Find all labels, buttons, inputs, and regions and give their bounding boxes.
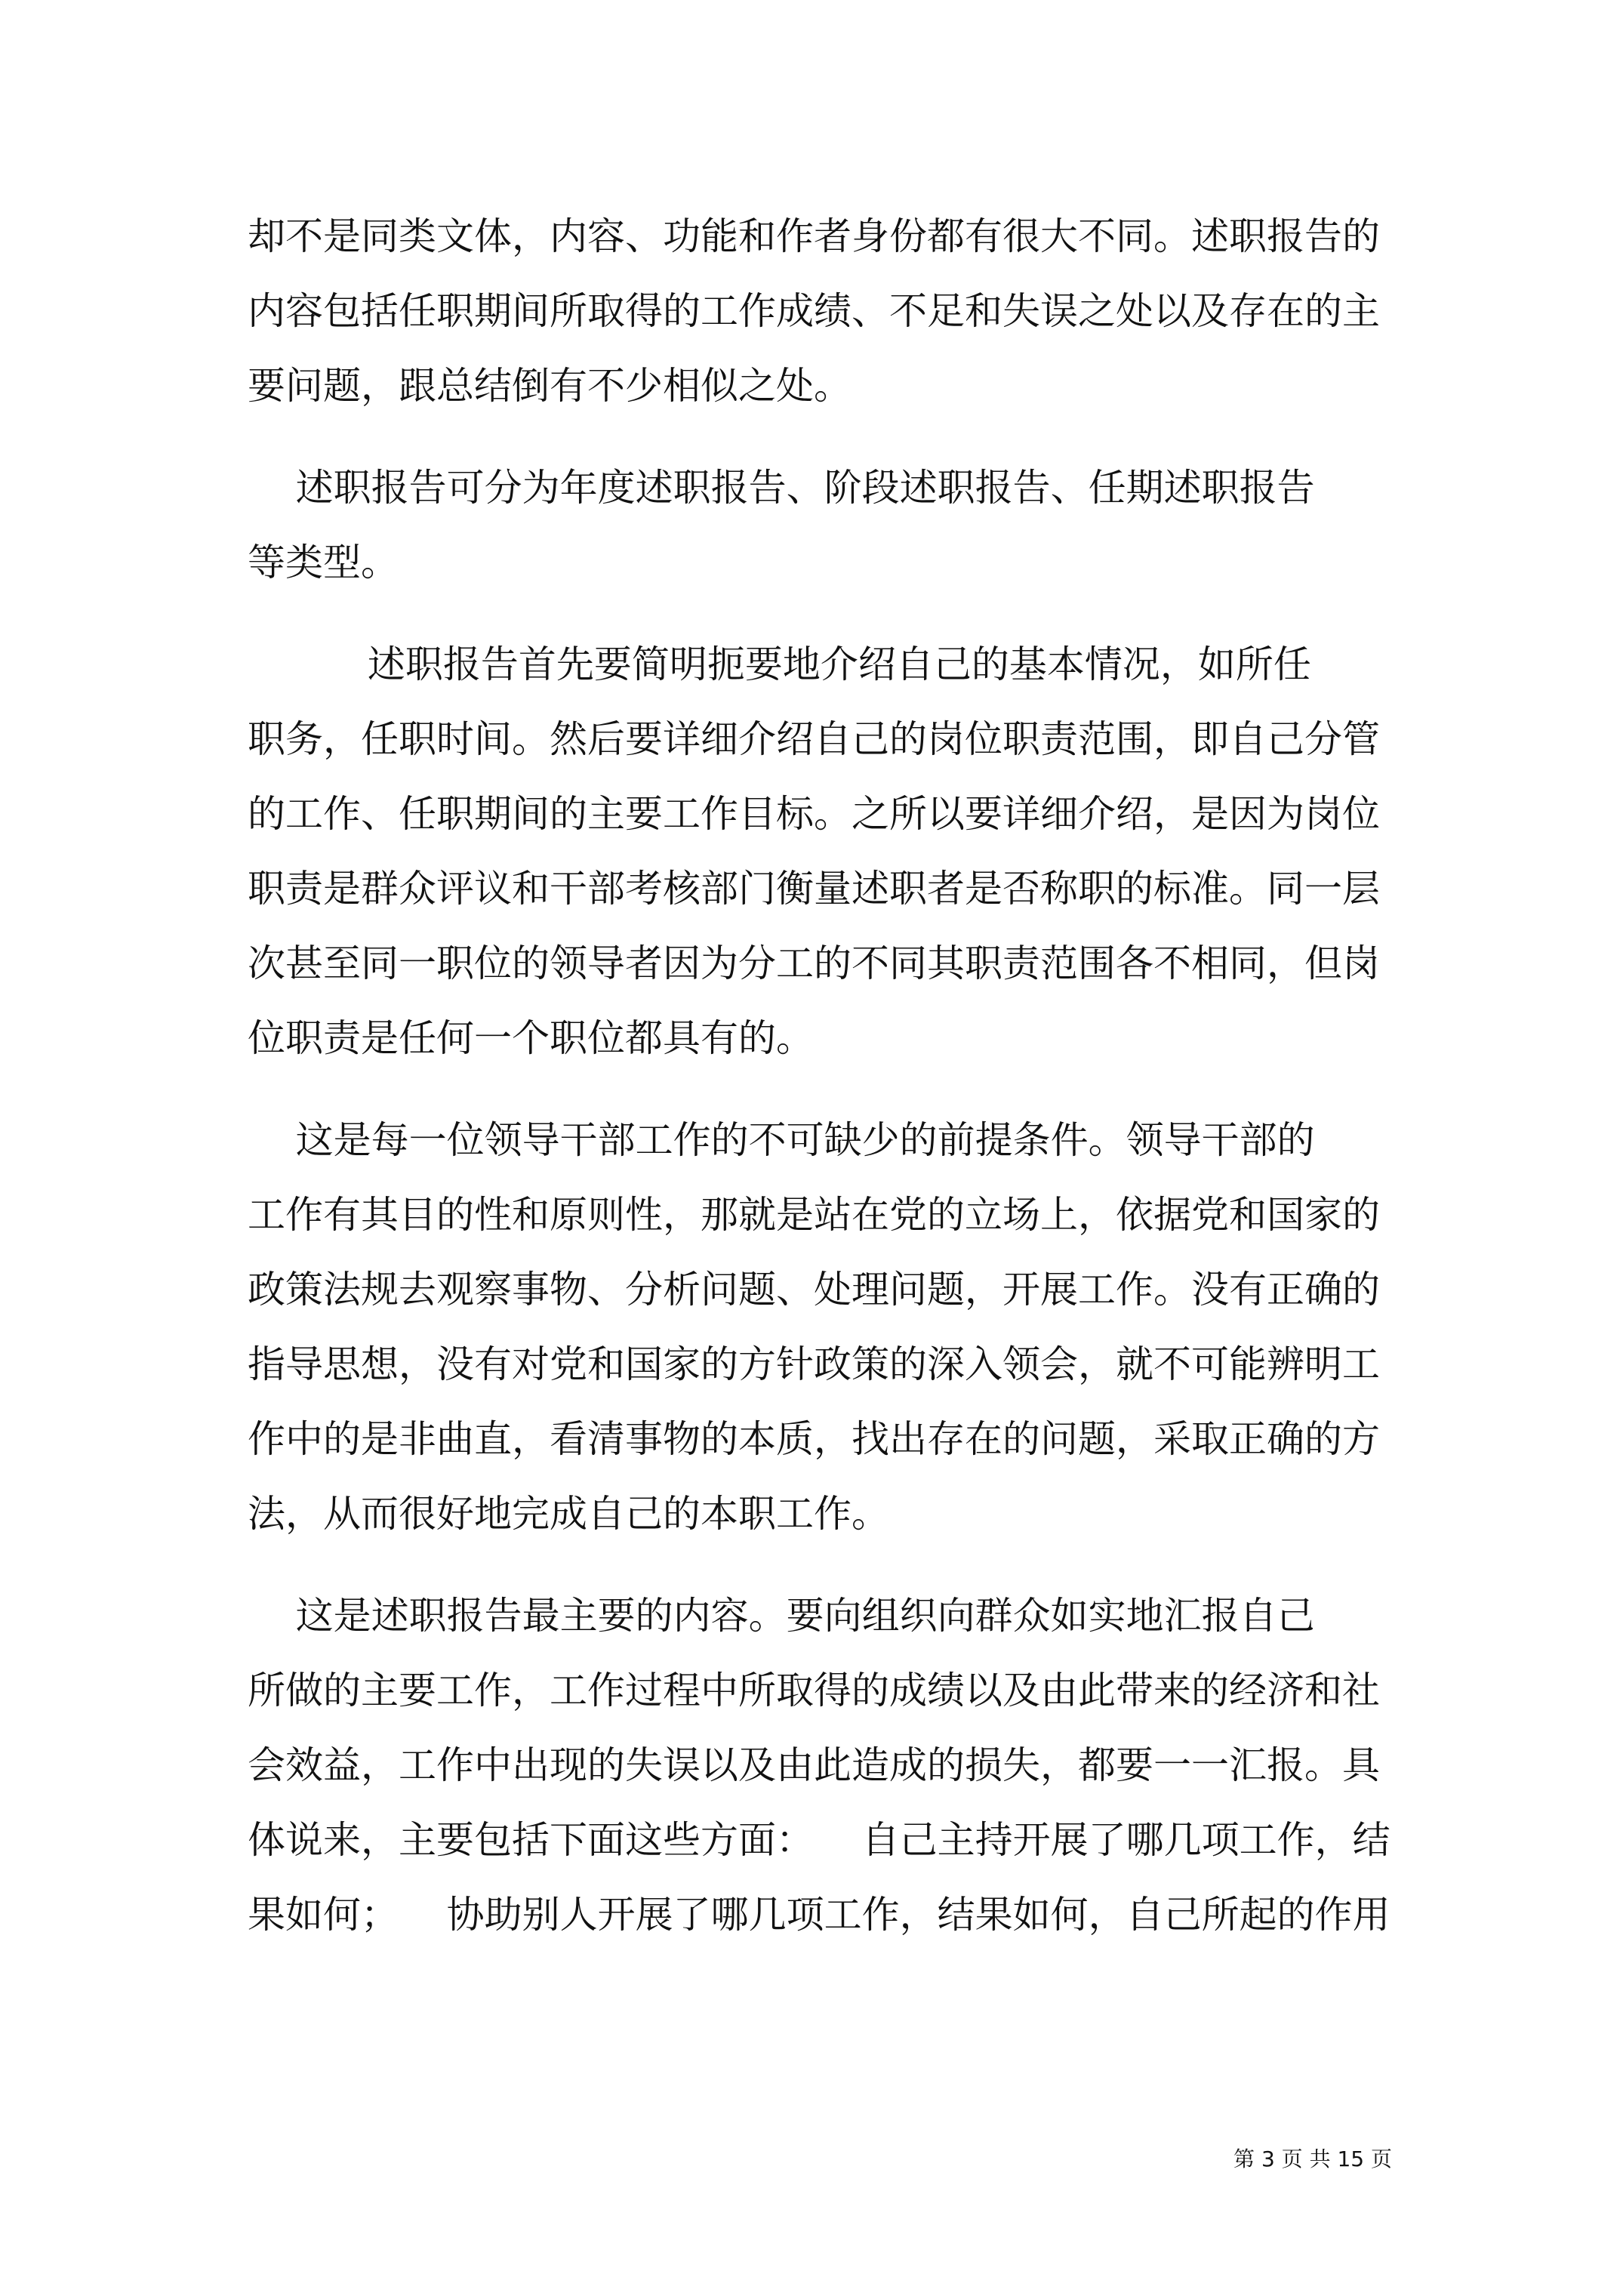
paragraph-gap <box>248 424 1392 451</box>
text-line: 作中的是非曲直，看清事物的本质，找出存在的问题，采取正确的方 <box>248 1417 1380 1461</box>
text-line: 述职报告首先要简明扼要地介绍自己的基本情况，如所任 <box>248 643 1311 686</box>
text-line: 这是述职报告最主要的内容。要向组织向群众如实地汇报自己 <box>248 1594 1315 1638</box>
paragraph <box>248 451 1392 600</box>
text-line: 却不是同类文体，内容、功能和作者身份都有很大不同。述职报告的 <box>248 214 1380 258</box>
text-line: 要问题，跟总结倒有不少相似之处。 <box>248 364 852 408</box>
text-line: 等类型。 <box>248 541 399 584</box>
text-line: 果如何； 协助别人开展了哪几项工作，结果如何，自己所起的作用 <box>248 1893 1390 1937</box>
text-line: 次甚至同一职位的领导者因为分工的不同其职责范围各不相同，但岗 <box>248 942 1380 985</box>
text-line: 工作有其目的性和原则性，那就是站在党的立场上，依据党和国家的 <box>248 1193 1380 1237</box>
paragraph-gap <box>248 1076 1392 1103</box>
text-line: 会效益，工作中出现的失误以及由此造成的损失，都要一一汇报。具 <box>248 1743 1380 1787</box>
text-line: 指导思想，没有对党和国家的方针政策的深入领会，就不可能辨明工 <box>248 1342 1380 1386</box>
page-number-footer: 第 3 页 共 15 页 <box>1233 2147 1392 2171</box>
paragraph <box>248 627 1392 1076</box>
paragraph-gap <box>248 1552 1392 1579</box>
paragraph <box>248 199 1392 424</box>
text-line: 政策法规去观察事物、分析问题、处理问题，开展工作。没有正确的 <box>248 1268 1380 1311</box>
text-line: 职务，任职时间。然后要详细介绍自己的岗位职责范围，即自己分管 <box>248 717 1380 761</box>
text-line: 所做的主要工作，工作过程中所取得的成绩以及由此带来的经济和社 <box>248 1669 1380 1712</box>
text-line: 体说来，主要包括下面这些方面： 自己主持开展了哪几项工作，结 <box>248 1818 1390 1862</box>
text-line: 法，从而很好地完成自己的本职工作。 <box>248 1492 889 1536</box>
document-body <box>248 199 1392 1952</box>
text-line: 述职报告可分为年度述职报告、阶段述职报告、任期述职报告 <box>248 466 1315 510</box>
paragraph <box>248 1579 1392 1952</box>
paragraph-gap <box>248 600 1392 627</box>
text-line: 位职责是任何一个职位都具有的。 <box>248 1016 814 1060</box>
text-line: 的工作、任职期间的主要工作目标。之所以要详细介绍，是因为岗位 <box>248 792 1380 836</box>
text-line: 职责是群众评议和干部考核部门衡量述职者是否称职的标准。同一层 <box>248 867 1380 911</box>
paragraph <box>248 1103 1392 1552</box>
text-line: 这是每一位领导干部工作的不可缺少的前提条件。领导干部的 <box>248 1118 1315 1162</box>
text-line: 内容包括任职期间所取得的工作成绩、不足和失误之处以及存在的主 <box>248 289 1380 333</box>
